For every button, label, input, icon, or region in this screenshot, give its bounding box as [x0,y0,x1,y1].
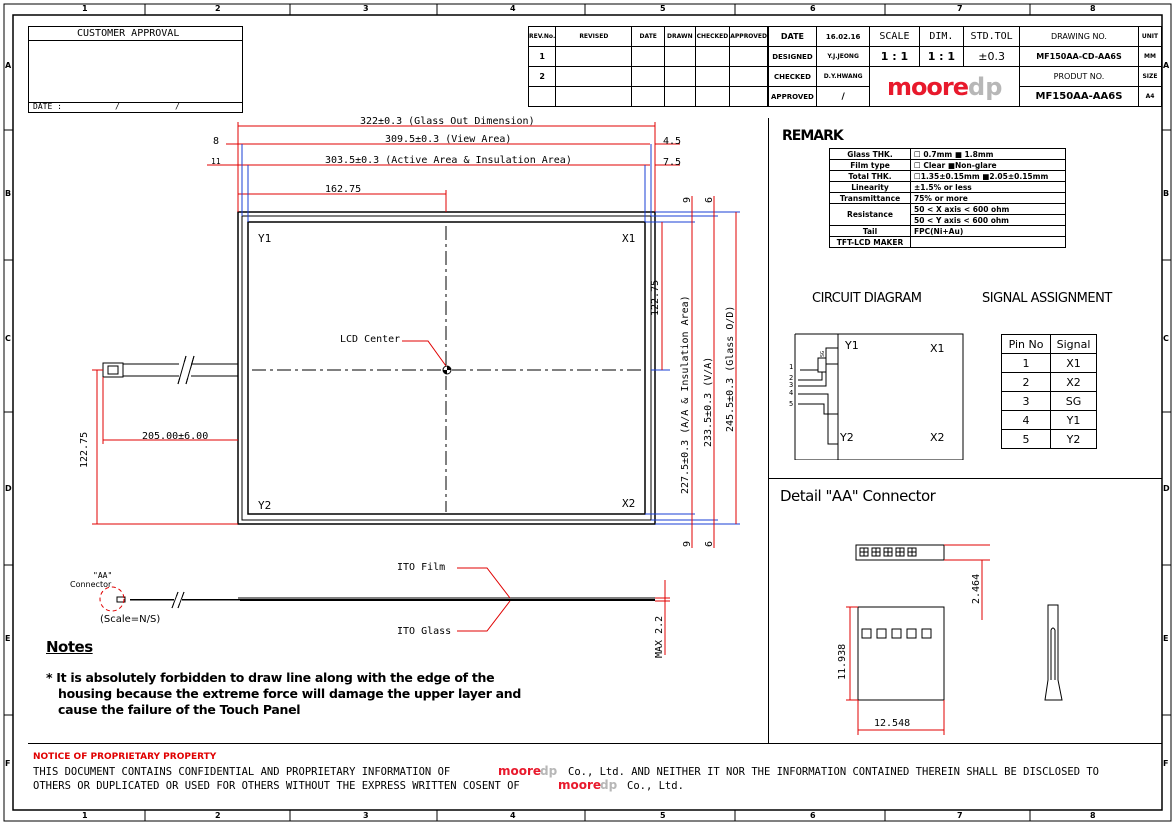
footer-logo-1-main: moore [498,764,542,778]
rev-header-approved: APPROVED [730,27,768,47]
remark-value-maker [911,237,1066,248]
scale-ns-label: (Scale=N/S) [100,614,161,625]
footer-logo-2-main: moore [558,778,602,792]
zone-bottom-2: 2 [215,811,221,820]
signal-header-signal: Signal [1051,335,1097,354]
remark-value-transmittance: 75% or more [911,193,1066,204]
dim-right-7-5: 7.5 [663,157,682,168]
zone-bottom-4: 4 [510,811,516,820]
remark-value-glass: ☐ 0.7mm ■ 1.8mm [911,149,1066,160]
zone-bottom-5: 5 [660,811,666,820]
corner-x2: X2 [622,497,636,510]
circuit-y2: Y2 [840,431,854,444]
zone-side-a-right: A [1163,61,1170,70]
signal-pin-2: 2 [1002,373,1051,392]
signal-table [1001,334,1097,449]
detail-connector-drawing [837,540,1080,740]
zone-bottom-7: 7 [957,811,963,820]
tb-logo-main: moore [886,72,969,101]
remark-label-transmittance: Transmittance [830,193,911,204]
dim-right-4-5: 4.5 [663,136,682,147]
remark-value-resistance-x: 50 < X axis < 600 ohm [911,204,1066,215]
circuit-title: CIRCUIT DIAGRAM [812,291,922,306]
remark-value-tail: FPC(Ni+Au) [911,226,1066,237]
signal-pin-4: 4 [1002,411,1051,430]
zone-top-6: 6 [810,4,816,13]
right-panel-divider [768,478,1162,479]
circuit-x1: X1 [930,342,945,355]
circuit-diagram [780,320,980,460]
zone-side-a: A [5,61,12,70]
tb-logo-sub: dp [968,72,1003,101]
footer-line-1b: Co., Ltd. AND NEITHER IT NOR THE INFORMATION CONTAINED THEREIN SHALL BE DISCLOSED TO [568,766,1100,778]
zone-top-8: 8 [1090,4,1096,13]
zone-side-b: B [5,189,12,198]
signal-title: SIGNAL ASSIGNMENT [982,291,1112,306]
tb-unit-value: MM [1139,47,1162,67]
signal-pin-3: 3 [1002,392,1051,411]
title-block [768,26,1162,107]
detail-dim-v: 11.938 [837,643,848,680]
tb-stdtol-label: STD.TOL [964,27,1020,47]
remark-value-total: ☐1.35±0.15mm ■2.05±0.15mm [911,171,1066,182]
signal-sig-5: Y2 [1051,430,1097,449]
remark-label-tail: Tail [830,226,911,237]
tb-dim-value: 1 : 1 [919,47,964,67]
footer-notice-title: NOTICE OF PROPRIETARY PROPERTY [33,752,217,762]
dim-bot-9: 9 [682,540,693,547]
tb-date-value: 16.02.16 [816,27,870,47]
dim-tail-v: 122.75 [79,431,90,468]
zone-top-1: 1 [82,4,88,13]
notes-line-2: housing because the extreme force will damage the upper layer and [58,686,522,701]
tb-product-no: MF150AA-AA6S [1019,87,1138,107]
remark-value-film: ☐ Clear ■Non-glare [911,160,1066,171]
dim-left-11: 11 [211,157,221,166]
zone-side-d-right: D [1163,484,1170,493]
zone-side-c: C [5,334,11,343]
tb-checked-label: CHECKED [769,67,817,87]
customer-approval-date-slash2: / [175,102,180,111]
ito-glass-label: ITO Glass [397,626,452,637]
footer-logo-2-sub: dp [600,778,618,792]
aa-label: "AA" [93,571,113,580]
tb-size-label: SIZE [1139,67,1162,87]
tb-logo [870,67,1020,107]
footer-line-2a: OTHERS OR DUPLICATED OR USED FOR OTHERS WITHOUT THE EXPRESS WRITTEN COSENT OF [33,780,520,792]
tb-approved-label: APPROVED [769,87,817,107]
footer-logo-1-sub: dp [540,764,558,778]
remark-value-linearity: ±1.5% or less [911,182,1066,193]
zone-top-2: 2 [215,4,221,13]
dim-center-h: 162.75 [325,184,362,195]
signal-sig-1: X1 [1051,354,1097,373]
remark-label-linearity: Linearity [830,182,911,193]
zone-bottom-3: 3 [363,811,369,820]
tb-checked-value: D.Y.HWANG [816,67,870,87]
rev-row-1: 1 [529,47,556,67]
tb-scale-label: SCALE [870,27,919,47]
tb-designed-label: DESIGNED [769,47,817,67]
zone-top-5: 5 [660,4,666,13]
zone-side-e-right: E [1163,634,1169,643]
remark-label-film: Film type [830,160,911,171]
rev-header-checked: CHECKED [695,27,730,47]
dim-tail: 205.00±6.00 [142,431,209,442]
dim-v-glass: 245.5±0.3 (Glass O/D) [725,305,736,432]
detail-dim-h: 2.464 [971,573,982,604]
zone-top-7: 7 [957,4,963,13]
footer-line-2b: Co., Ltd. [627,780,684,792]
notes-line-1: * It is absolutely forbidden to draw line along with the edge of the [46,670,495,685]
customer-approval-date-slash1: / [115,102,120,111]
tb-drawing-no-label: DRAWING NO. [1019,27,1138,47]
circuit-x2: X2 [930,431,945,444]
signal-sig-2: X2 [1051,373,1097,392]
zone-top-3: 3 [363,4,369,13]
zone-side-e: E [5,634,11,643]
rev-header-revised: REVISED [556,27,632,47]
circuit-pin-2: 2 [789,374,794,382]
ito-film-label: ITO Film [397,562,446,573]
footer-line-1a: THIS DOCUMENT CONTAINS CONFIDENTIAL AND PROPRIETARY INFORMATION OF [33,766,451,778]
notes-line-3: cause the failure of the Touch Panel [58,702,301,717]
zone-side-c-right: C [1163,334,1169,343]
tb-product-no-label: PRODUT NO. [1019,67,1138,87]
tb-unit-label: UNIT [1139,27,1162,47]
rev-row-2: 2 [529,67,556,87]
tb-date-label: DATE [769,27,817,47]
remark-table [829,148,1066,248]
tb-designed-value: Y.J.JEONG [816,47,870,67]
remark-value-resistance-y: 50 < Y axis < 600 ohm [911,215,1066,226]
detail-dim-w: 12.548 [874,718,911,729]
remark-label-resistance: Resistance [830,204,911,226]
dim-v-active: 227.5±0.3 (A/A & Insulation Area) [680,295,691,494]
dim-top-6: 6 [704,196,715,203]
tb-drawing-no: MF150AA-CD-AA6S [1019,47,1138,67]
connector-label: Connector [70,580,112,589]
circuit-pin-5: 5 [789,400,794,408]
circuit-pin-3: 3 [789,381,794,389]
customer-approval-date-label: DATE : [33,102,62,111]
zone-bottom-6: 6 [810,811,816,820]
signal-pin-5: 5 [1002,430,1051,449]
zone-top-4: 4 [510,4,516,13]
rev-header-drawn: DRAWN [665,27,695,47]
rev-header-no: REV.No. [529,27,556,47]
zone-side-f-right: F [1163,759,1169,768]
signal-sig-3: SG [1051,392,1097,411]
tb-stdtol-value: ±0.3 [964,47,1020,67]
dim-top-9: 9 [682,196,693,203]
zone-side-f: F [5,759,11,768]
circuit-pin-1: 1 [789,363,794,371]
max-height-label: MAX 2.2 [654,615,665,658]
remark-label-glass: Glass THK. [830,149,911,160]
detail-title: Detail "AA" Connector [780,487,936,505]
circuit-y1: Y1 [845,339,859,352]
signal-sig-4: Y1 [1051,411,1097,430]
zone-bottom-1: 1 [82,811,88,820]
lcd-center-label: LCD Center [340,334,401,345]
remark-label-total: Total THK. [830,171,911,182]
corner-y2: Y2 [258,499,272,512]
signal-pin-1: 1 [1002,354,1051,373]
dim-outer: 322±0.3 (Glass Out Dimension) [360,116,535,127]
dim-v-center: 122.75 [650,279,661,316]
tb-size-value: A4 [1139,87,1162,107]
zone-bottom-8: 8 [1090,811,1096,820]
zone-side-d: D [5,484,12,493]
svg-text:SG: SG [820,350,826,357]
zone-side-b-right: B [1163,189,1170,198]
dim-v-view: 233.5±0.3 (V/A) [703,356,714,447]
tb-dim-label: DIM. [919,27,964,47]
tb-approved-value: / [816,87,870,107]
dim-bot-6: 6 [704,540,715,547]
dim-left-8: 8 [213,136,220,147]
remark-label-maker: TFT-LCD MAKER [830,237,911,248]
dim-view: 309.5±0.3 (View Area) [385,134,512,145]
corner-y1: Y1 [258,232,272,245]
signal-header-pin: Pin No [1002,335,1051,354]
remark-title: REMARK [782,128,843,144]
customer-approval-title: CUSTOMER APPROVAL [77,28,180,39]
tb-scale-value: 1 : 1 [870,47,919,67]
dim-active: 303.5±0.3 (Active Area & Insulation Area) [325,155,572,166]
corner-x1: X1 [622,232,636,245]
circuit-pin-4: 4 [789,389,794,397]
rev-header-date: DATE [632,27,665,47]
notes-title: Notes [46,638,93,656]
